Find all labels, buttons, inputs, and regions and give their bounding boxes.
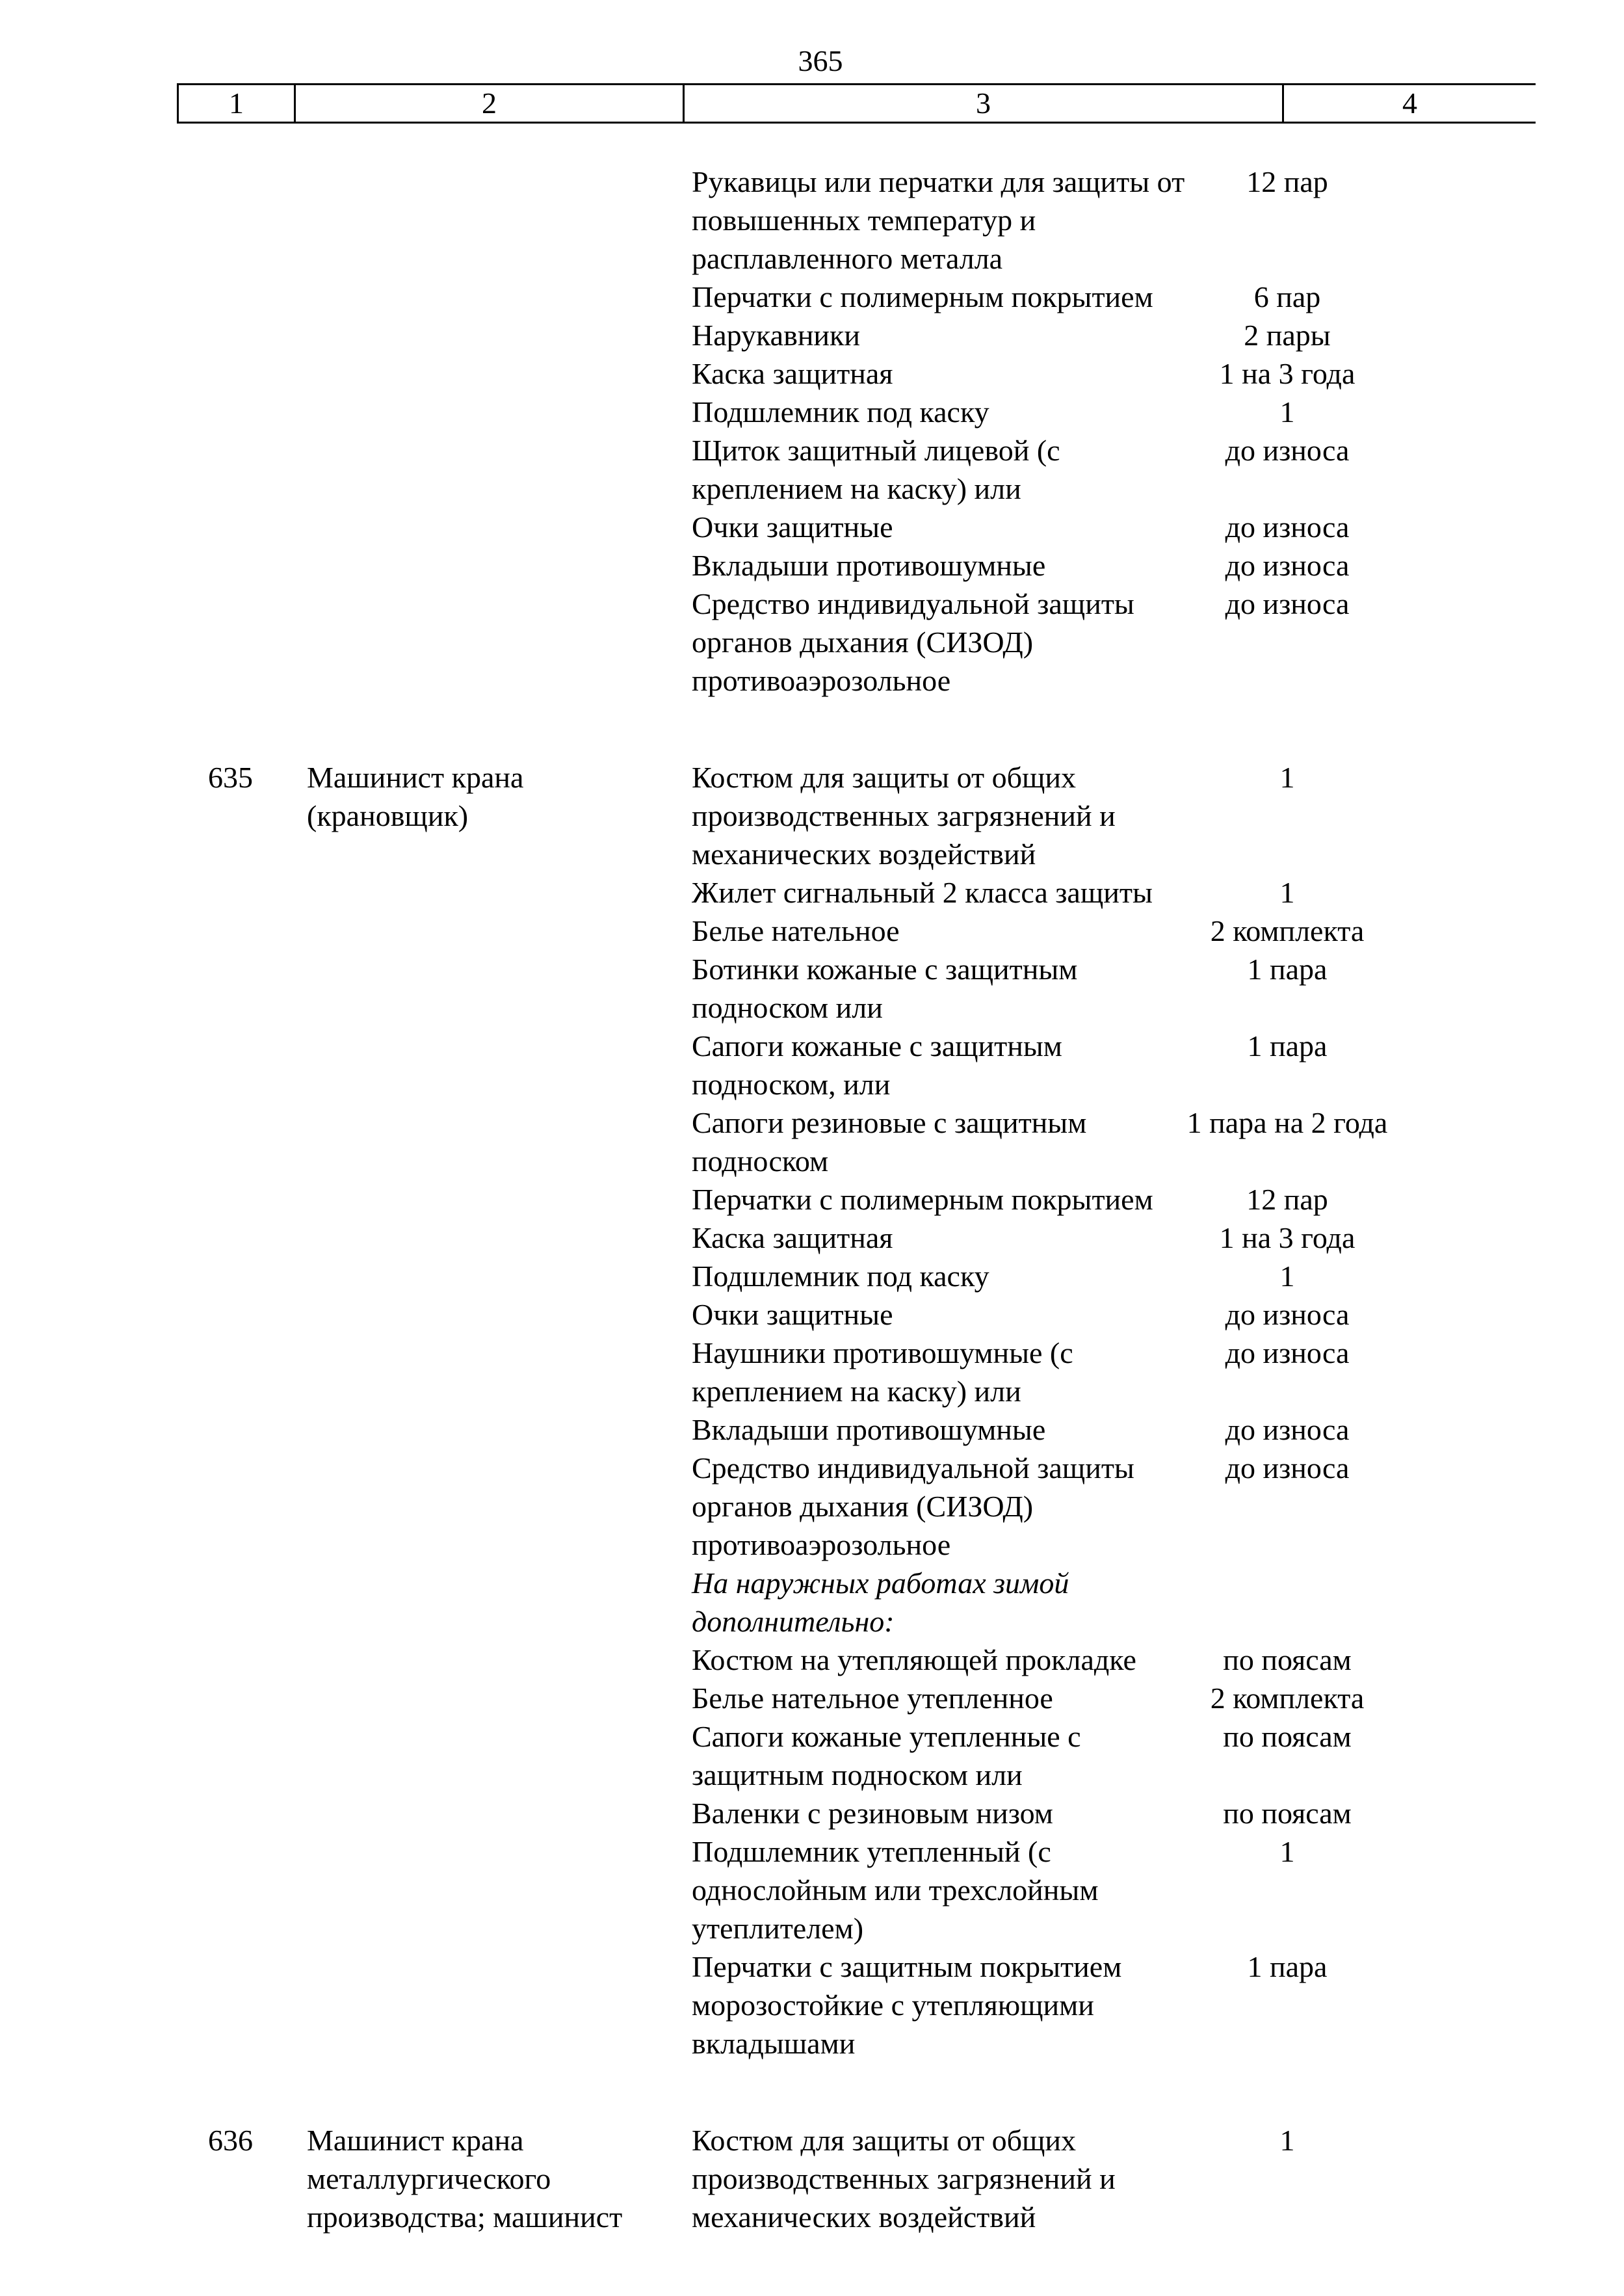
ppe-item: Средство индивидуальной защиты [692, 1451, 1134, 1484]
ppe-item: Очки защитные [692, 510, 893, 544]
issue-norm: до износа [1225, 434, 1350, 467]
issue-norm: 2 комплекта [1210, 1682, 1365, 1715]
ppe-item: Костюм на утепляющей прокладке [692, 1643, 1136, 1676]
header-col-1: 1 [179, 85, 296, 122]
ppe-item: подноском или [692, 991, 883, 1024]
issue-norm: 6 пар [1253, 280, 1321, 313]
ppe-item: органов дыхания (СИЗОД) [692, 1490, 1034, 1523]
issue-norm: до износа [1225, 510, 1350, 544]
issue-norm: до износа [1225, 1413, 1350, 1446]
issue-norm: 1 [1279, 395, 1295, 429]
ppe-item: Очки защитные [692, 1298, 893, 1331]
ppe-item: креплением на каску) или [692, 1375, 1021, 1408]
ppe-item: расплавленного металла [692, 242, 1003, 275]
ppe-item: подноском [692, 1144, 829, 1178]
ppe-item: Белье нательное утепленное [692, 1682, 1053, 1715]
ppe-item: Сапоги кожаные с защитным [692, 1029, 1062, 1062]
ppe-item: Вкладыши противошумные [692, 549, 1046, 582]
page-number: 365 [798, 44, 843, 77]
issue-norm: до износа [1225, 587, 1350, 620]
issue-norm: 12 пар [1246, 1183, 1328, 1216]
ppe-item: Сапоги резиновые с защитным [692, 1106, 1087, 1139]
ppe-item: Перчатки с полимерным покрытием [692, 1183, 1153, 1216]
ppe-item: морозостойкие с утепляющими [692, 1988, 1094, 2022]
issue-norm: до износа [1225, 1298, 1350, 1331]
ppe-item: креплением на каску) или [692, 472, 1021, 505]
ppe-item: Валенки с резиновым низом [692, 1797, 1053, 1830]
issue-norm: по поясам [1223, 1720, 1352, 1753]
ppe-item: защитным подноском или [692, 1758, 1023, 1791]
ppe-item: Средство индивидуальной защиты [692, 587, 1134, 620]
ppe-item: повышенных температур и [692, 204, 1036, 237]
ppe-item: Подшлемник под каску [692, 395, 989, 429]
ppe-item: Костюм для защиты от общих [692, 761, 1077, 794]
issue-norm: 1 пара на 2 года [1186, 1106, 1388, 1139]
ppe-item: Нарукавники [692, 319, 861, 352]
ppe-item: Сапоги кожаные утепленные с [692, 1720, 1081, 1753]
issue-norm: 1 [1279, 2124, 1295, 2157]
issue-norm: 1 [1279, 1260, 1295, 1293]
header-col-2: 2 [296, 85, 685, 122]
profession-name: Машинист крана [307, 761, 524, 794]
ppe-item: Подшлемник утепленный (с [692, 1835, 1051, 1868]
ppe-item: производственных загрязнений и [692, 2162, 1116, 2195]
issue-norm: 2 пары [1244, 319, 1331, 352]
ppe-item: Перчатки с полимерным покрытием [692, 280, 1153, 313]
profession-name: Машинист крана [307, 2124, 524, 2157]
ppe-item: механических воздействий [692, 838, 1036, 871]
issue-norm: 1 на 3 года [1219, 1221, 1356, 1254]
issue-norm: 1 [1279, 876, 1295, 909]
ppe-item: На наружных работах зимой [692, 1566, 1069, 1600]
issue-norm: по поясам [1223, 1643, 1352, 1676]
ppe-item: Белье нательное [692, 914, 900, 947]
profession-name: производства; машинист [307, 2200, 623, 2234]
ppe-item: утеплителем) [692, 1912, 864, 1945]
ppe-item: дополнительно: [692, 1605, 895, 1638]
issue-norm: 1 пара [1247, 1950, 1328, 1983]
ppe-item: однослойным или трехслойным [692, 1873, 1099, 1907]
ppe-item: Перчатки с защитным покрытием [692, 1950, 1122, 1983]
ppe-item: Каска защитная [692, 357, 893, 390]
ppe-item: противоаэрозольное [692, 1528, 951, 1561]
ppe-item: вкладышами [692, 2027, 856, 2060]
ppe-item: производственных загрязнений и [692, 799, 1116, 832]
issue-norm: до износа [1225, 549, 1350, 582]
ppe-item: Подшлемник под каску [692, 1260, 989, 1293]
row-number: 635 [208, 761, 253, 794]
issue-norm: 1 [1279, 1835, 1295, 1868]
ppe-item: Наушники противошумные (с [692, 1336, 1073, 1369]
issue-norm: до износа [1225, 1336, 1350, 1369]
ppe-item: противоаэрозольное [692, 664, 951, 697]
issue-norm: 1 на 3 года [1219, 357, 1356, 390]
issue-norm: 12 пар [1246, 165, 1328, 198]
ppe-item: Жилет сигнальный 2 класса защиты [692, 876, 1153, 909]
row-number: 636 [208, 2124, 253, 2157]
header-col-3: 3 [685, 85, 1284, 122]
ppe-item: Вкладыши противошумные [692, 1413, 1046, 1446]
issue-norm: 1 пара [1247, 953, 1328, 986]
ppe-item: подноском, или [692, 1068, 891, 1101]
ppe-item: Костюм для защиты от общих [692, 2124, 1077, 2157]
profession-name: металлургического [307, 2162, 551, 2195]
ppe-item: механических воздействий [692, 2200, 1036, 2234]
ppe-item: Ботинки кожаные с защитным [692, 953, 1078, 986]
issue-norm: 1 пара [1247, 1029, 1328, 1062]
ppe-item: Щиток защитный лицевой (с [692, 434, 1060, 467]
issue-norm: по поясам [1223, 1797, 1352, 1830]
ppe-item: органов дыхания (СИЗОД) [692, 626, 1034, 659]
column-header-row [177, 83, 1536, 124]
profession-name: (крановщик) [307, 799, 469, 832]
ppe-item: Каска защитная [692, 1221, 893, 1254]
header-col-4: 4 [1402, 86, 1417, 120]
ppe-item: Рукавицы или перчатки для защиты от [692, 165, 1185, 198]
issue-norm: 2 комплекта [1210, 914, 1365, 947]
issue-norm: до износа [1225, 1451, 1350, 1484]
issue-norm: 1 [1279, 761, 1295, 794]
